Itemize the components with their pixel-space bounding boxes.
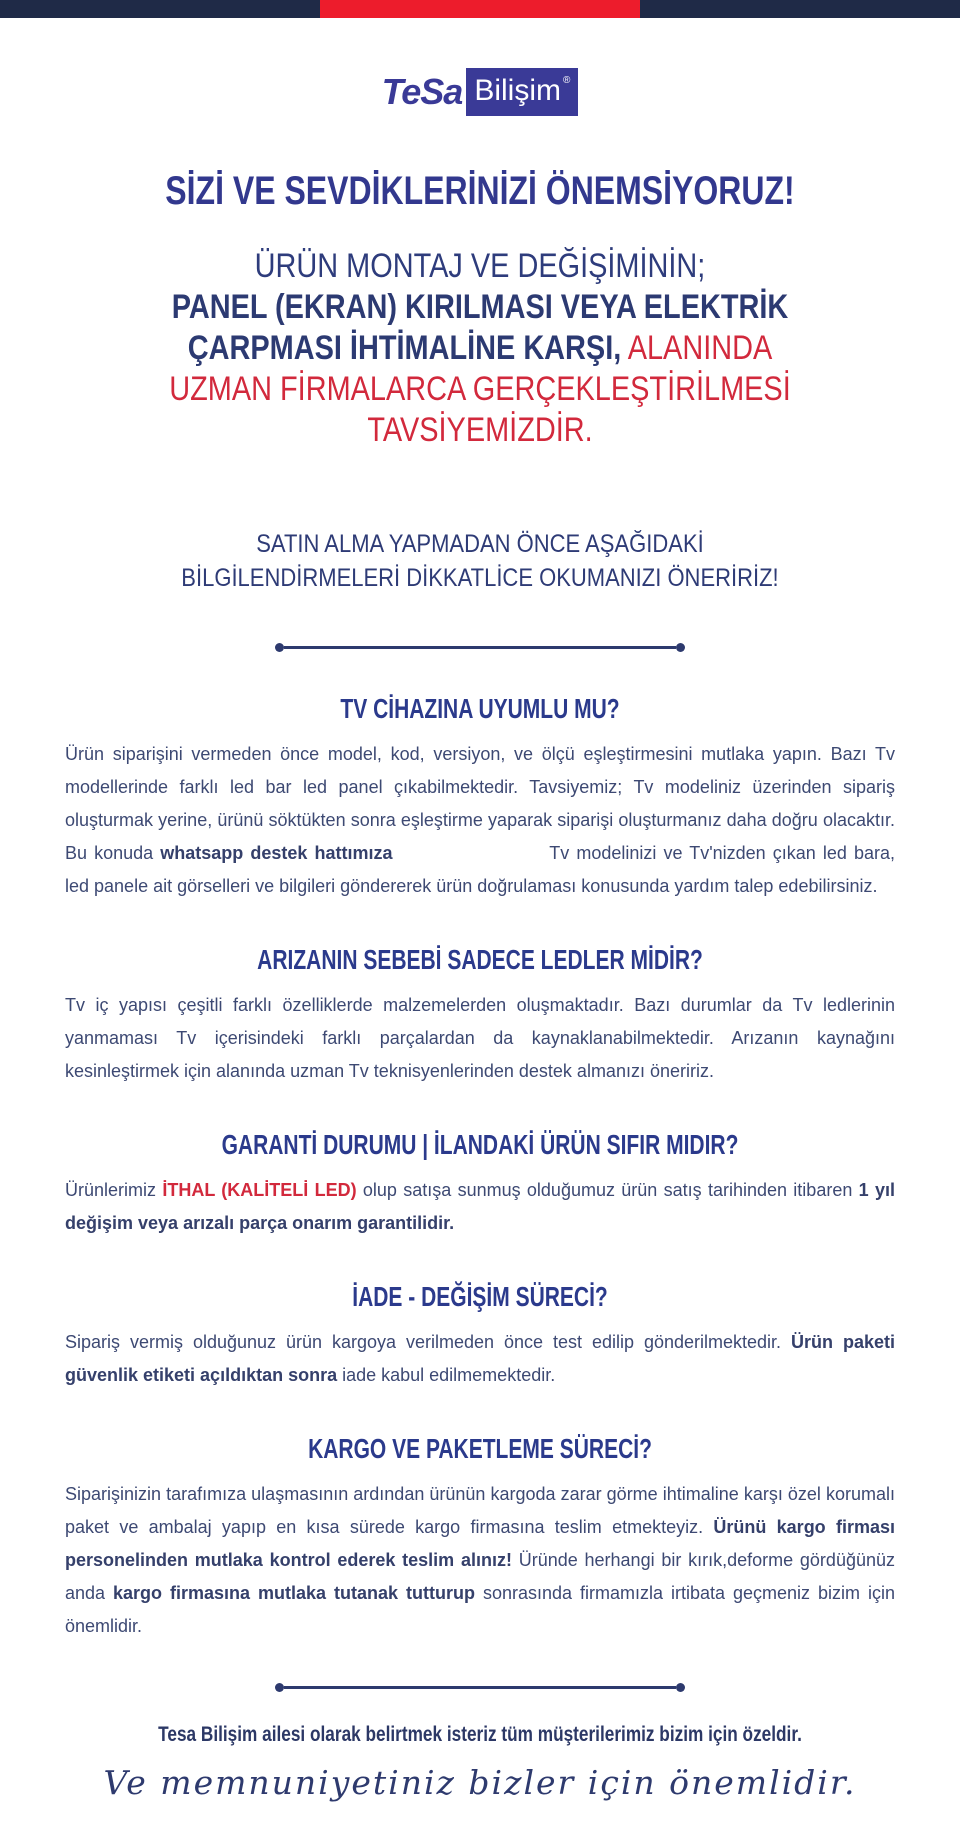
text-segment: sonrasında firmamızla irtibata geçmeniz bizim için önemlidir. bbox=[65, 1583, 895, 1636]
divider-dot bbox=[275, 1683, 284, 1692]
section-paragraph bbox=[65, 1478, 895, 1643]
section-paragraph bbox=[65, 1326, 895, 1392]
info-sections bbox=[0, 692, 960, 1643]
divider-dot bbox=[676, 643, 685, 652]
divider-line bbox=[284, 646, 676, 649]
statement-segment: ÇARPMASI İHTİMALİNE KARŞI, bbox=[187, 329, 622, 367]
logo-box-bilisim bbox=[466, 68, 578, 116]
text-segment: Ürün paketi güvenlik etiketi açıldıktan sonra bbox=[65, 1332, 895, 1385]
divider-line bbox=[284, 1686, 676, 1689]
top-bar-red-accent bbox=[320, 0, 640, 18]
text-segment: Siparişinizin tarafımıza ulaşmasının ardından ürünün kargoda zarar görme ihtimaline karşı özel korumalı paket ve ambalaj yapıp en kısa sürede kargo firmasına teslim etmekteyiz. bbox=[65, 1484, 895, 1537]
statement-segment: PANEL (EKRAN) KIRILMASI VEYA ELEKTRİK bbox=[171, 288, 789, 326]
logo-text-tesa: TeSa bbox=[381, 71, 463, 112]
statement-segment: ÜRÜN MONTAJ VE DEĞİŞİMİNİN; bbox=[254, 247, 706, 285]
footer-signature: Ve memnuniyetiniz bizler için önemlidir. bbox=[103, 1763, 857, 1802]
statement-segment: UZMAN FİRMALARCA GERÇEKLEŞTİRİLMESİ bbox=[169, 370, 791, 408]
text-segment: kargo firmasına mutlaka tutanak tutturup bbox=[113, 1583, 475, 1603]
top-bar bbox=[0, 0, 960, 18]
divider-dot bbox=[676, 1683, 685, 1692]
section-divider-top bbox=[275, 643, 685, 652]
text-segment: Ürünlerimiz bbox=[65, 1180, 163, 1200]
section-heading: KARGO VE PAKETLEME SÜRECİ? bbox=[308, 1433, 652, 1464]
text-segment: Ürün siparişini vermeden önce model, kod, versiyon, ve ölçü eşleştirmesini mutlaka yapın. Bazı Tv modellerinde farklı led bar led panel çıkabilmektedir. Tavsiyemiz; Tv modeliniz üzerinden sipariş oluşturmak yerine, ürünü söktükten sonra eşleştirme yaparak siparişi oluşturmanız daha doğru olacaktır. Bu konuda bbox=[65, 744, 895, 863]
section-heading: İADE - DEĞİŞİM SÜRECİ? bbox=[352, 1281, 608, 1312]
text-segment: olup satışa sunmuş olduğumuz ürün satış tarihinden itibaren bbox=[356, 1180, 859, 1200]
section-heading: TV CİHAZINA UYUMLU MU? bbox=[340, 693, 620, 724]
redacted-gap bbox=[392, 858, 542, 859]
notice-line: BİLGİLENDİRMELERİ DİKKATLİCE OKUMANIZI ÖNERİRİZ! bbox=[181, 564, 779, 592]
statement-line bbox=[72, 287, 888, 328]
purchase-notice bbox=[58, 527, 903, 595]
section-heading: GARANTİ DURUMU | İLANDAKİ ÜRÜN SIFIR MIDIR? bbox=[221, 1129, 739, 1160]
text-segment: iade kabul edilmemektedir. bbox=[337, 1365, 556, 1385]
text-segment: Ürünü kargo firması personelinden mutlaka kontrol ederek teslim alınız! bbox=[65, 1517, 895, 1570]
notice-line: SATIN ALMA YAPMADAN ÖNCE AŞAĞIDAKİ bbox=[256, 530, 704, 558]
text-segment: Üründe herhangi bir kırık,deforme gördüğünüz anda bbox=[65, 1550, 895, 1603]
page-title: SİZİ VE SEVDİKLERİNİZİ ÖNEMSİYORUZ! bbox=[165, 169, 795, 213]
text-segment: Tv modelinizi ve Tv'nizden çıkan led bara, led panele ait görselleri ve bilgileri göndererek ürün doğrulaması konusunda yardım talep edebilirsiniz. bbox=[65, 843, 896, 896]
divider-dot bbox=[275, 643, 284, 652]
text-segment: İTHAL (KALİTELİ LED) bbox=[162, 1180, 357, 1200]
section-heading: ARIZANIN SEBEBİ SADECE LEDLER MİDİR? bbox=[257, 944, 703, 975]
brand-logo bbox=[0, 68, 960, 116]
statement-line bbox=[72, 246, 888, 287]
section-divider-bottom bbox=[275, 1683, 685, 1692]
statement-line bbox=[72, 410, 888, 451]
section-paragraph bbox=[65, 738, 895, 903]
logo-text-bilisim: Bilişim bbox=[474, 74, 561, 107]
text-segment: Tv iç yapısı çeşitli farklı özelliklerde malzemelerden oluşmaktadır. Bazı durumlar da Tv ledlerinin yanmaması Tv içerisindeki farklı parçalardan da kaynaklanabilmektedir. Arızanın kaynağını kesinleştirmek için alanında uzman Tv teknisyenlerinden destek almanızı öneririz. bbox=[65, 995, 895, 1081]
section-paragraph bbox=[65, 989, 895, 1088]
statement-line bbox=[72, 369, 888, 410]
text-segment: 1 yıl değişim veya arızalı parça onarım garantilidir. bbox=[65, 1180, 895, 1233]
section-paragraph bbox=[65, 1174, 895, 1240]
statement-segment: ALANINDA bbox=[621, 329, 773, 367]
hero-statement bbox=[72, 246, 888, 451]
statement-segment: TAVSİYEMİZDİR. bbox=[367, 411, 593, 449]
text-segment: Sipariş vermiş olduğunuz ürün kargoya verilmeden önce test edilip gönderilmektedir. bbox=[65, 1332, 791, 1352]
statement-line bbox=[72, 328, 888, 369]
footer-message: Tesa Bilişim ailesi olarak belirtmek isteriz tüm müşterilerimiz bizim için özeldir. bbox=[158, 1723, 802, 1746]
text-segment: whatsapp destek hattımıza bbox=[160, 843, 393, 863]
registered-trademark-icon: ® bbox=[563, 75, 571, 86]
